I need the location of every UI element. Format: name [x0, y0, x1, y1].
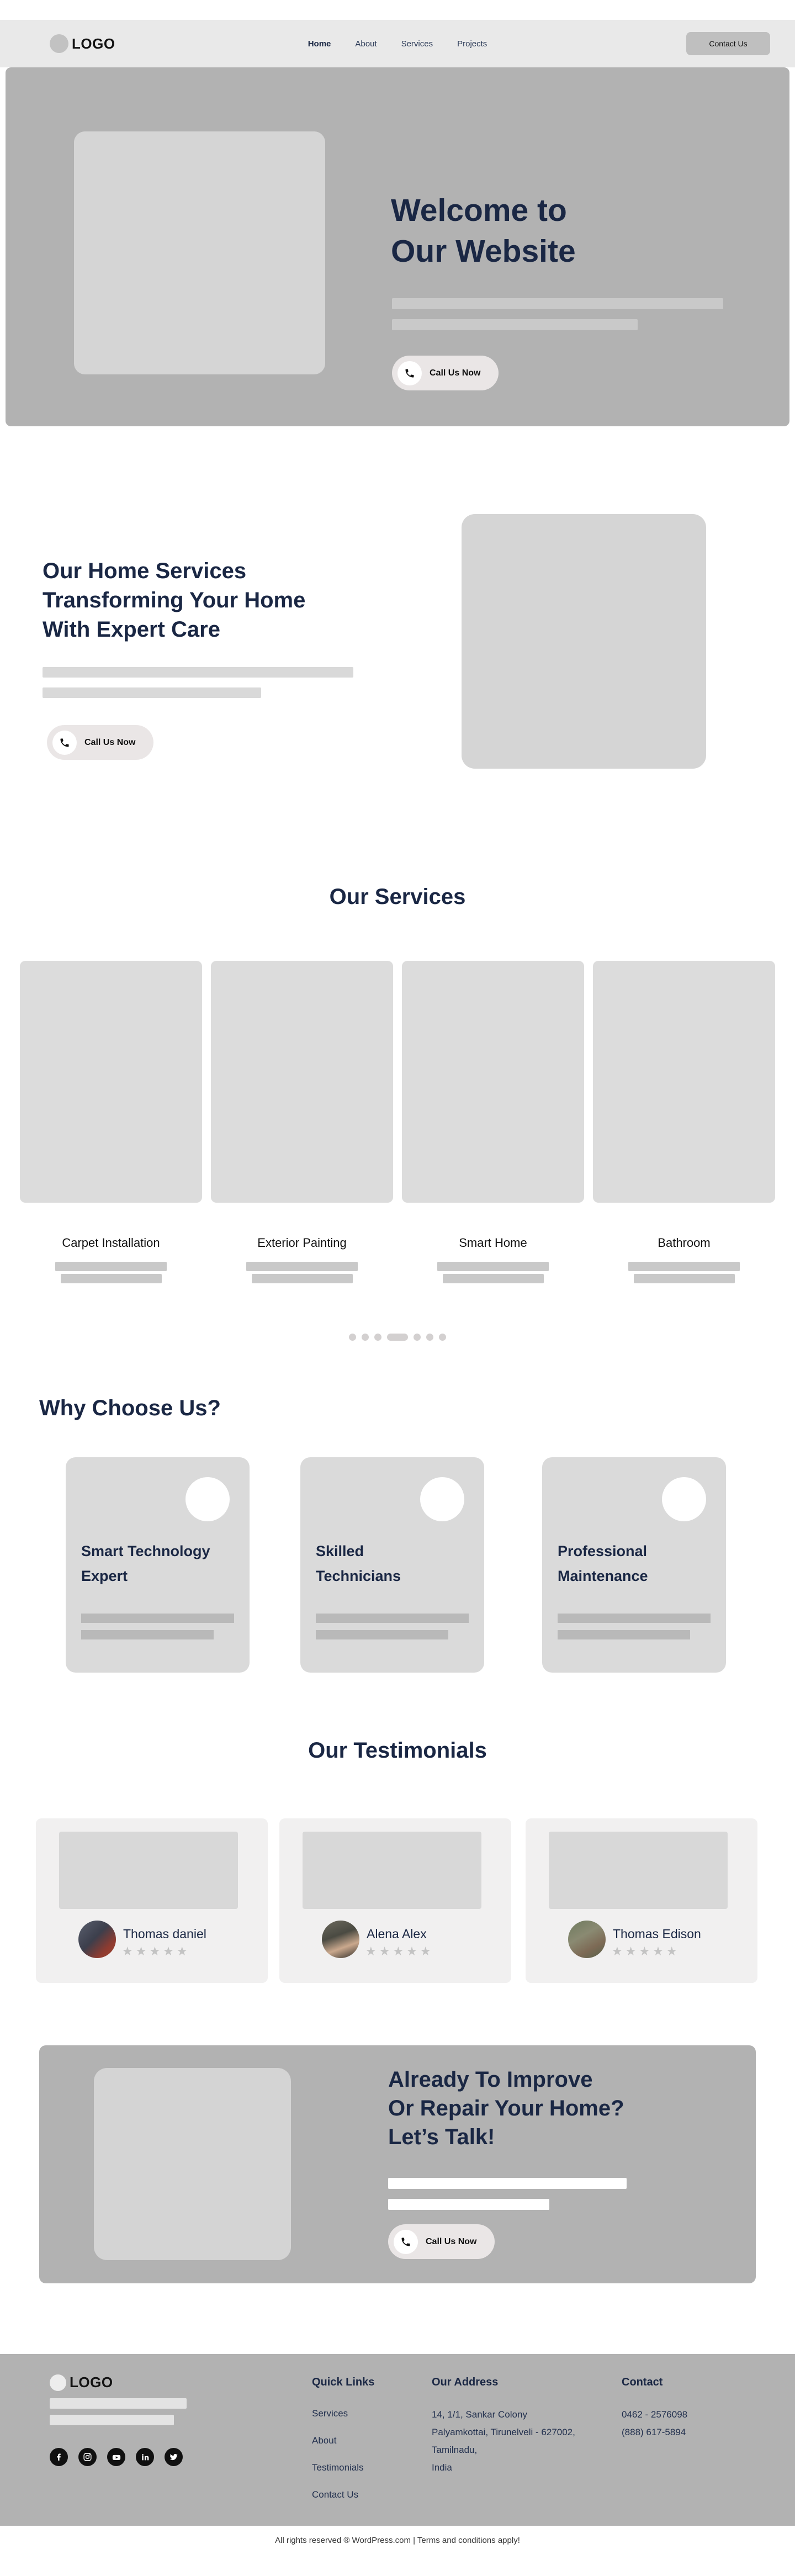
footer-quick-links-heading: Quick Links	[312, 2376, 375, 2388]
why-card-text-placeholder	[558, 1630, 690, 1639]
service-label: Exterior Painting	[257, 1236, 347, 1250]
intro-text-placeholder-1	[43, 667, 353, 678]
carousel-dot[interactable]	[374, 1334, 381, 1341]
cta-text-placeholder-1	[388, 2178, 627, 2189]
social-links	[50, 2448, 183, 2466]
copyright-text: All rights reserved ® WordPress.com | Terms and conditions apply!	[275, 2536, 520, 2545]
testimonial-card	[36, 1818, 268, 1983]
logo-mark-icon	[50, 34, 68, 53]
service-text-placeholder	[628, 1262, 740, 1271]
testimonial-image-placeholder	[303, 1832, 481, 1909]
service-label: Smart Home	[459, 1236, 527, 1250]
footer-address-line: Palyamkottai, Tirunelveli - 627002,	[432, 2427, 575, 2437]
star-rating: ★★★★★	[122, 1944, 190, 1958]
service-text-placeholder	[252, 1274, 353, 1283]
footer-address-line: Tamilnadu,	[432, 2445, 478, 2455]
phone-icon	[52, 731, 77, 755]
testimonial-card	[526, 1818, 757, 1983]
why-card-text-placeholder	[81, 1614, 234, 1623]
testimonial-image-placeholder	[59, 1832, 238, 1909]
footer-phone-2[interactable]: (888) 617-5894	[622, 2427, 686, 2437]
carousel-dot-active[interactable]	[387, 1334, 408, 1341]
nav-item-services[interactable]: Services	[401, 39, 433, 49]
why-card-text-placeholder	[81, 1630, 214, 1639]
intro-call-button-label: Call Us Now	[84, 737, 136, 747]
why-card-smart-technology	[66, 1457, 250, 1673]
footer-address-heading: Our Address	[432, 2376, 499, 2388]
testimonial-name: Alena Alex	[367, 1927, 427, 1941]
cta-title	[388, 2065, 624, 2151]
intro-title-line3: With Expert Care	[43, 617, 220, 642]
why-card-title-line2: Expert	[81, 1568, 128, 1584]
service-text-placeholder	[55, 1262, 167, 1271]
why-card-skilled-technicians	[300, 1457, 484, 1673]
why-card-icon-placeholder	[186, 1477, 230, 1521]
hero-text-placeholder-2	[392, 319, 638, 330]
facebook-icon[interactable]	[50, 2448, 68, 2466]
intro-title-line1: Our Home Services	[43, 559, 247, 583]
why-card-title-line1: Professional	[558, 1543, 648, 1559]
carousel-dot[interactable]	[439, 1334, 446, 1341]
hero-image-placeholder	[74, 131, 325, 374]
header-logo[interactable]	[50, 34, 115, 53]
phone-icon	[394, 2230, 418, 2254]
why-card-title-line1: Smart Technology	[81, 1543, 210, 1559]
footer-link-services[interactable]: Services	[312, 2408, 348, 2419]
why-card-text-placeholder	[316, 1614, 469, 1623]
service-text-placeholder	[246, 1262, 358, 1271]
cta-title-line2: Or Repair Your Home?	[388, 2096, 624, 2120]
why-card-icon-placeholder	[662, 1477, 706, 1521]
main-nav	[308, 20, 487, 67]
contact-us-button[interactable]: Contact Us	[686, 32, 770, 55]
footer-link-contact-us[interactable]: Contact Us	[312, 2489, 359, 2500]
services-heading: Our Services	[329, 885, 466, 909]
testimonial-name: Thomas Edison	[613, 1927, 701, 1941]
avatar	[78, 1921, 116, 1958]
why-card-icon-placeholder	[420, 1477, 464, 1521]
header	[0, 20, 795, 67]
avatar	[322, 1921, 359, 1958]
why-card-title-line2: Maintenance	[558, 1568, 648, 1584]
service-label: Carpet Installation	[62, 1236, 160, 1250]
service-card-bathroom[interactable]	[593, 961, 775, 1203]
footer	[0, 2354, 795, 2526]
intro-image-placeholder	[462, 514, 706, 769]
star-rating: ★★★★★	[365, 1944, 434, 1958]
service-text-placeholder	[437, 1262, 549, 1271]
footer-link-testimonials[interactable]: Testimonials	[312, 2462, 364, 2473]
hero-section	[6, 67, 789, 426]
nav-item-home[interactable]: Home	[308, 39, 331, 49]
carousel-dots	[0, 1334, 795, 1341]
instagram-icon[interactable]	[78, 2448, 97, 2466]
footer-logo	[50, 2374, 113, 2391]
nav-item-projects[interactable]: Projects	[457, 39, 487, 49]
phone-icon	[398, 361, 422, 385]
testimonial-name: Thomas daniel	[123, 1927, 206, 1941]
service-card-smart-home[interactable]	[402, 961, 584, 1203]
hero-title	[391, 190, 576, 272]
why-card-professional-maintenance	[542, 1457, 726, 1673]
footer-address-line: 14, 1/1, Sankar Colony	[432, 2409, 527, 2420]
cta-title-line1: Already To Improve	[388, 2067, 593, 2092]
avatar	[568, 1921, 606, 1958]
intro-title	[43, 557, 305, 644]
why-card-title-line2: Technicians	[316, 1568, 401, 1584]
hero-text-placeholder-1	[392, 298, 723, 309]
service-text-placeholder	[634, 1274, 735, 1283]
why-card-title	[81, 1539, 210, 1589]
star-rating: ★★★★★	[612, 1944, 680, 1958]
logo-mark-icon	[50, 2374, 66, 2391]
service-text-placeholder	[61, 1274, 162, 1283]
intro-text-placeholder-2	[43, 687, 261, 698]
why-card-title	[316, 1539, 401, 1589]
carousel-dot[interactable]	[414, 1334, 421, 1341]
intro-call-button[interactable]	[47, 725, 153, 760]
testimonial-image-placeholder	[549, 1832, 728, 1909]
intro-title-line2: Transforming Your Home	[43, 588, 306, 612]
hero-title-line2: Our Website	[391, 234, 576, 269]
cta-section	[39, 2045, 756, 2283]
carousel-dot[interactable]	[362, 1334, 369, 1341]
service-text-placeholder	[443, 1274, 544, 1283]
footer-text-placeholder-1	[50, 2398, 187, 2409]
service-card-exterior[interactable]	[211, 961, 393, 1203]
youtube-icon[interactable]	[107, 2448, 125, 2466]
why-card-text-placeholder	[558, 1614, 711, 1623]
hero-call-button[interactable]	[392, 356, 499, 390]
twitter-icon[interactable]	[165, 2448, 183, 2466]
cta-text-placeholder-2	[388, 2199, 549, 2210]
cta-title-line3: Let’s Talk!	[388, 2125, 495, 2149]
hero-title-line1: Welcome to	[391, 193, 567, 228]
cta-call-button[interactable]	[388, 2224, 495, 2259]
carousel-dot[interactable]	[426, 1334, 433, 1341]
carousel-dot[interactable]	[349, 1334, 356, 1341]
why-heading: Why Choose Us?	[39, 1396, 221, 1420]
why-card-title-line1: Skilled	[316, 1543, 364, 1559]
footer-phone-1[interactable]: 0462 - 2576098	[622, 2409, 688, 2420]
service-label: Bathroom	[658, 1236, 711, 1250]
why-card-text-placeholder	[316, 1630, 448, 1639]
testimonial-card	[279, 1818, 511, 1983]
nav-item-about[interactable]: About	[355, 39, 377, 49]
footer-contact-heading: Contact	[622, 2376, 663, 2388]
cta-image-placeholder	[94, 2068, 291, 2260]
footer-logo-text: LOGO	[70, 2374, 113, 2390]
footer-address-line: India	[432, 2462, 452, 2473]
service-card-carpet[interactable]	[20, 961, 202, 1203]
logo-text: LOGO	[72, 35, 115, 52]
linkedin-icon[interactable]	[136, 2448, 154, 2466]
cta-call-button-label: Call Us Now	[426, 2236, 477, 2246]
testimonials-heading: Our Testimonials	[308, 1738, 487, 1763]
why-card-title	[558, 1539, 648, 1589]
hero-call-button-label: Call Us Now	[430, 368, 481, 378]
footer-link-about[interactable]: About	[312, 2435, 337, 2446]
footer-text-placeholder-2	[50, 2415, 174, 2425]
